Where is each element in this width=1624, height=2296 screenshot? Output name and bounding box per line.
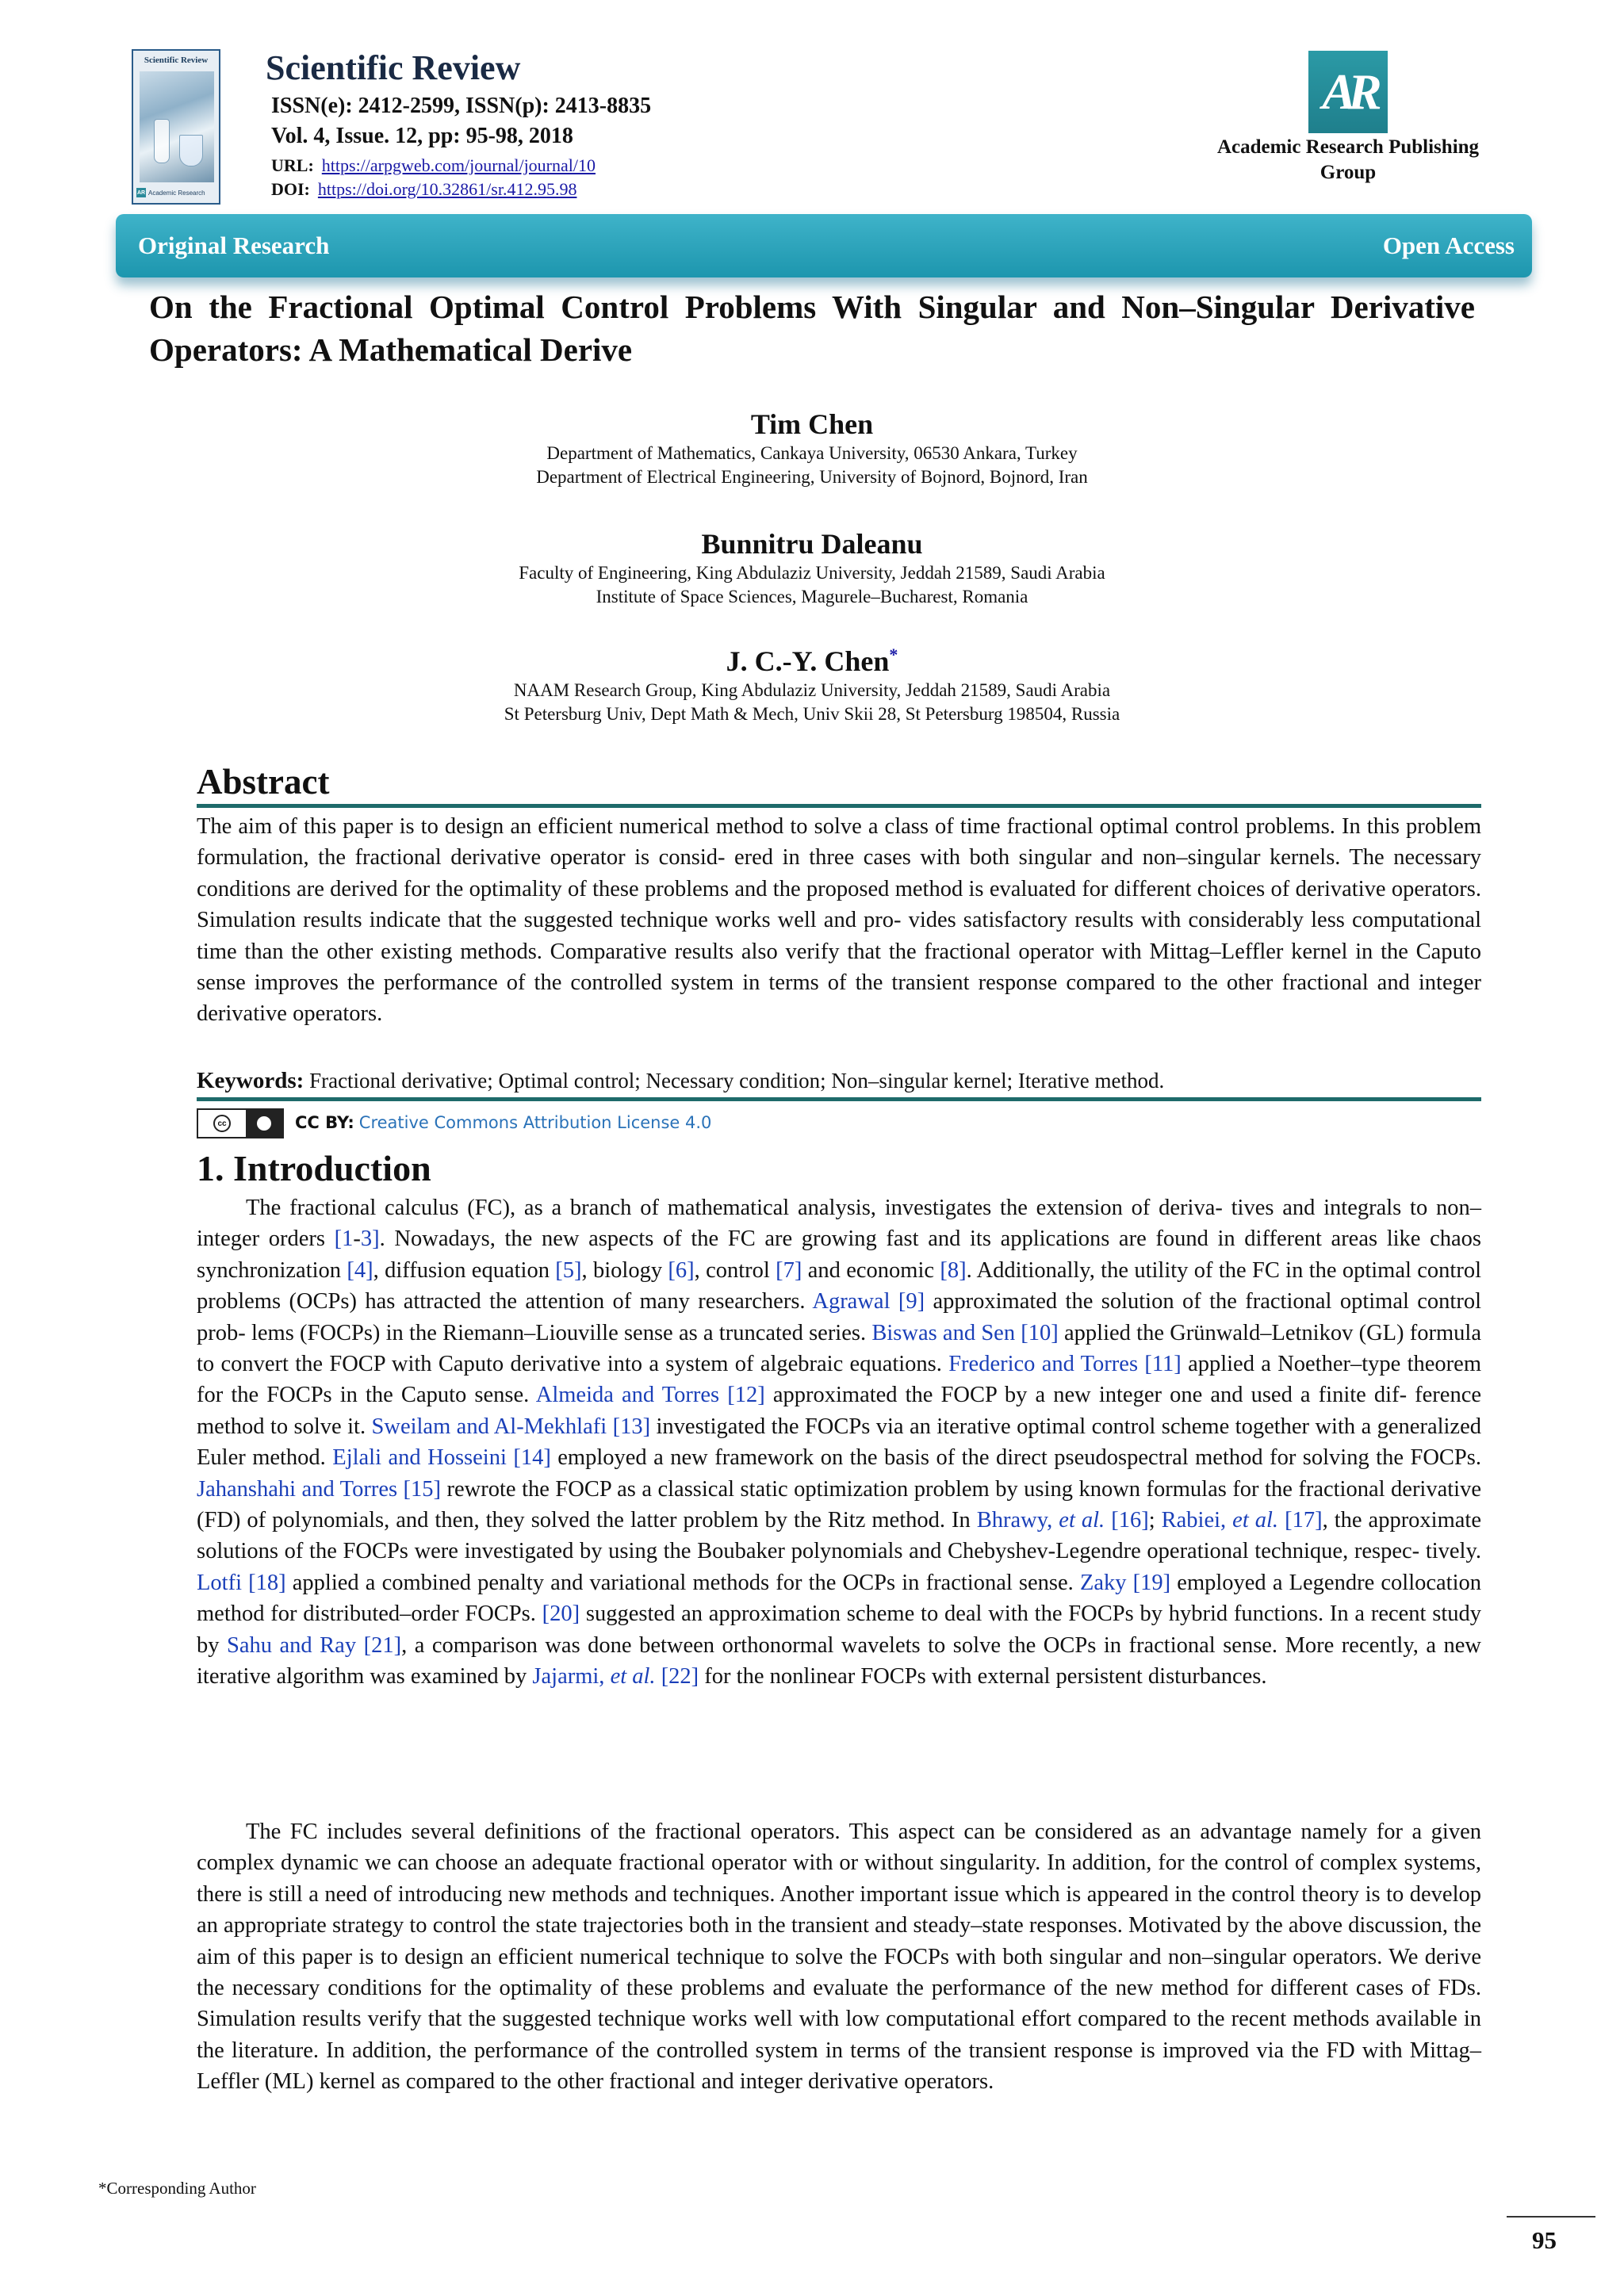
license-line [295, 1113, 711, 1132]
author-affiliation: Department of Mathematics, Cankaya University, 06530 Ankara, Turkey [546, 443, 1078, 463]
page-number: 95 [1532, 2226, 1557, 2254]
citation-link[interactable]: Agrawal [9] [812, 1289, 925, 1314]
author-affiliation: Institute of Space Sciences, Magurele–Bucharest, Romania [596, 587, 1028, 607]
cover-footer [133, 186, 219, 200]
author-block-3 [0, 644, 1624, 726]
paragraph-text: - [353, 1226, 361, 1252]
author-affiliation: NAAM Research Group, King Abdulaziz University, Jeddah 21589, Saudi Arabia [513, 680, 1111, 700]
cc-badge-left [198, 1110, 246, 1137]
paragraph-text: The fractional calculus (FC), as a branch of mathematical analysis, investigates the extension of deriva- tives and integrals to non–integer orders [197, 1196, 1481, 1252]
paragraph-text: , diffusion equation [373, 1257, 556, 1283]
paragraph-text: for the nonlinear FOCPs with external persistent disturbances. [699, 1664, 1267, 1689]
corresponding-author-footnote: *Corresponding Author [98, 2179, 256, 2198]
paragraph-text: . Nowadays, the new aspects of the FC are growing fast and its applications are found in different areas like chaos synchronization [197, 1226, 1481, 1283]
paragraph-text: rewrote the FOCP as a classical static optimization problem by using known formulas for the fractional derivative (FD) of polynomials, and then, they solved the latter problem by the Ritz method. In [197, 1476, 1481, 1533]
author-block-1 [0, 407, 1624, 489]
journal-name: Scientific Review [266, 48, 521, 87]
paper-title: On the Fractional Optimal Control Problems With Singular and Non–Singular Derivative Operators: A Mathematical Derive [149, 289, 1475, 368]
citation-link[interactable]: Biswas and Sen [10] [871, 1320, 1059, 1345]
author-block-2 [0, 526, 1624, 609]
citation-link[interactable]: et al. [610, 1664, 656, 1689]
issn: ISSN(e): 2412-2599, ISSN(p): 2413-8835 [271, 94, 652, 118]
introduction-paragraph-1 [197, 1192, 1481, 1693]
paragraph-text: approximated the solution of the fractional optimal control prob- lems (FOCPs) in the Riemann–Liouville sense as a truncated series. [197, 1289, 1481, 1345]
doi-label: DOI: [271, 179, 310, 199]
license-link[interactable]: Creative Commons Attribution License 4.0 [358, 1113, 712, 1132]
introduction-heading: 1. Introduction [197, 1148, 431, 1188]
keywords-row [197, 1067, 1481, 1094]
abstract-top-rule [197, 804, 1481, 808]
paragraph-text: ; [1148, 1508, 1162, 1533]
citation-link[interactable]: 3] [360, 1226, 380, 1252]
citation-link[interactable]: Sahu and Ray [21] [227, 1632, 402, 1658]
citation-link[interactable]: [20] [542, 1601, 580, 1627]
citation-link[interactable]: Bhrawy, [976, 1508, 1059, 1533]
paragraph-text: applied a combined penalty and variational methods for the OCPs in fractional sense. [285, 1570, 1080, 1595]
publisher-logo-icon [1308, 51, 1388, 133]
author-affiliation: St Petersburg Univ, Dept Math & Mech, Univ Skii 28, St Petersburg 198504, Russia [504, 704, 1120, 724]
citation-link[interactable]: [7] [776, 1257, 802, 1283]
volume-info: Vol. 4, Issue. 12, pp: 95-98, 2018 [271, 124, 573, 148]
author-affiliation: Department of Electrical Engineering, University of Bojnord, Bojnord, Iran [536, 467, 1088, 487]
cover-logo-icon: AR [136, 188, 146, 197]
abstract-heading: Abstract [197, 762, 330, 802]
author-name-row [0, 644, 1624, 679]
cc-icon: cc [213, 1115, 231, 1132]
cover-flask-icon [179, 135, 203, 166]
cc-by-icon [246, 1110, 282, 1137]
author-name: Tim Chen [750, 408, 874, 440]
citation-link[interactable]: [5] [555, 1257, 582, 1283]
citation-link[interactable]: [6] [668, 1257, 695, 1283]
paragraph-text: investigated the FOCPs via an iterative optimal control scheme together with a generalized Euler method. [197, 1414, 1481, 1471]
citation-link[interactable]: Almeida and Torres [12] [535, 1383, 765, 1408]
journal-url-link[interactable]: https://arpgweb.com/journal/journal/10 [321, 155, 596, 175]
cover-title: Scientific Review [144, 55, 209, 65]
citation-link[interactable]: [8] [940, 1257, 967, 1283]
paragraph-text: applied the Grünwald–Letnikov (GL) formula to convert the FOCP with Caputo derivative into a system of algebraic equations. [197, 1320, 1482, 1377]
author-affiliation: Faculty of Engineering, King Abdulaziz University, Jeddah 21589, Saudi Arabia [519, 563, 1105, 583]
paragraph-text: , control [694, 1257, 776, 1283]
citation-link[interactable]: et al. [1059, 1508, 1105, 1533]
journal-cover-thumbnail [132, 49, 220, 205]
author-name: Bunnitru Daleanu [701, 528, 923, 560]
citation-link[interactable]: Lotfi [18] [197, 1570, 286, 1595]
keywords-label: Keywords: [197, 1068, 304, 1093]
doi-row [271, 179, 576, 200]
corresponding-author-marker[interactable]: * [889, 645, 898, 664]
paragraph-text: , the approximate solutions of the FOCPs were investigated by using the Boubaker polynomials and Chebyshev-Legendre operational technique, respec- tively. [197, 1508, 1481, 1564]
citation-link[interactable]: Jahanshahi and Torres [15] [197, 1476, 442, 1502]
citation-link[interactable]: Rabiei, [1161, 1508, 1233, 1533]
citation-link[interactable]: Sweilam and Al-Mekhlafi [13] [371, 1414, 651, 1439]
paragraph-text: , biology [581, 1257, 668, 1283]
paragraph-text: . Additionally, the utility of the FC in the optimal control problems (OCPs) has attracted the attention of many researchers. [197, 1257, 1481, 1314]
paragraph-text: , a comparison was done between orthonormal wavelets to solve the OCPs in fractional sense. More recently, a new iterative algorithm was examined by [197, 1632, 1482, 1689]
citation-link[interactable]: Frederico and Torres [11] [948, 1352, 1182, 1377]
keywords-text: Fractional derivative; Optimal control; Necessary condition; Non–singular kernel; Iterative method. [309, 1069, 1165, 1093]
paragraph-text: suggested an approximation scheme to deal with the FOCPs by hybrid functions. In a recent study by [197, 1601, 1482, 1658]
author-name: J. C.-Y. Chen [726, 645, 890, 677]
publisher-name: Academic Research Publishing Group [1216, 136, 1480, 183]
paragraph-text: approximated the FOCP by a new integer one and used a finite dif- ference method to solve it. [197, 1383, 1482, 1439]
publisher-logo-text: AR [1322, 63, 1374, 120]
paragraph-text: and economic [802, 1257, 940, 1283]
url-row [271, 155, 596, 176]
introduction-paragraph-2: The FC includes several definitions of the fractional operators. This aspect can be considered as an advantage namely for a given complex dynamic we can choose an adequate fractional operator with or without singularity. In addition, for the control of complex systems, there is still a need of introducing new methods and techniques. Another important issue which is appeared in the control theory is to develop an appropriate strategy to control the state trajectories both in the transient and steady–state responses. Motivated by the above discussion, the aim of this paper is to design an efficient numerical technique to solve the FOCPs with both singular and non–singular operators. We derive the necessary conditions for the optimality of these problems and evaluate the performance of the new method for different cases of FDs. Simulation results verify that the suggested technique works well with low computational effort compared to the recent methods available in the literature. In addition, the performance of the controlled system in terms of the transient response is improved via the FD with Mittag–Leffler (ML) kernel as compared to the other fractional and integer derivative operators. [197, 1820, 1481, 2095]
attribution-person-icon [257, 1116, 271, 1131]
cc-by-label: CC BY: [295, 1113, 354, 1132]
cover-lab-image [140, 71, 214, 182]
citation-link[interactable]: et al. [1232, 1508, 1279, 1533]
paragraph-text: employed a Legendre collocation method for distributed–order FOCPs. [197, 1570, 1481, 1627]
open-access-label: Open Access [1382, 232, 1515, 259]
paragraph-text: employed a new framework on the basis of the direct pseudospectral method for solving the FOCPs. [550, 1445, 1481, 1471]
citation-link[interactable]: [16] [1105, 1508, 1149, 1533]
cover-footer-label: Academic Research [148, 189, 205, 197]
citation-link[interactable]: [17] [1278, 1508, 1323, 1533]
citation-link[interactable]: Ejlali and Hosseini [14] [332, 1445, 551, 1471]
citation-link[interactable]: [22] [655, 1664, 699, 1689]
url-label: URL: [271, 155, 314, 175]
citation-link[interactable]: Jajarmi, [532, 1664, 611, 1689]
cover-glassware-icon [154, 119, 170, 163]
paragraph-text: applied a Noether–type theorem for the FOCPs in the Caputo sense. [197, 1352, 1481, 1408]
page-number-rule [1507, 2216, 1595, 2218]
doi-link[interactable]: https://doi.org/10.32861/sr.412.95.98 [317, 179, 577, 199]
article-type-banner [116, 214, 1532, 277]
citation-link[interactable]: [1 [334, 1226, 354, 1252]
cc-license-badge-icon[interactable] [197, 1108, 284, 1138]
citation-link[interactable]: [4] [347, 1257, 373, 1283]
citation-link[interactable]: Zaky [19] [1079, 1570, 1171, 1595]
abstract-text: The aim of this paper is to design an efficient numerical method to solve a class of time fractional optimal control problems. In this problem formulation, the fractional derivative operator is consid- ered in three cases with both singular and non–singular kernels. The necessary conditions are derived for the optimality of these problems and the proposed method is evaluated for different choices of derivative operators. Simulation results indicate that the suggested technique works well and pro- vides satisfactory results with considerably less computational time than the other existing methods. Comparative results also verify that the fractional operator with Mittag–Leffler kernel in the Caputo sense improves the performance of the controlled system in terms of the transient response compared to the other fractional and integer derivative operators. [197, 814, 1481, 1027]
abstract-bottom-rule [197, 1097, 1481, 1101]
article-type-label: Original Research [138, 232, 330, 259]
